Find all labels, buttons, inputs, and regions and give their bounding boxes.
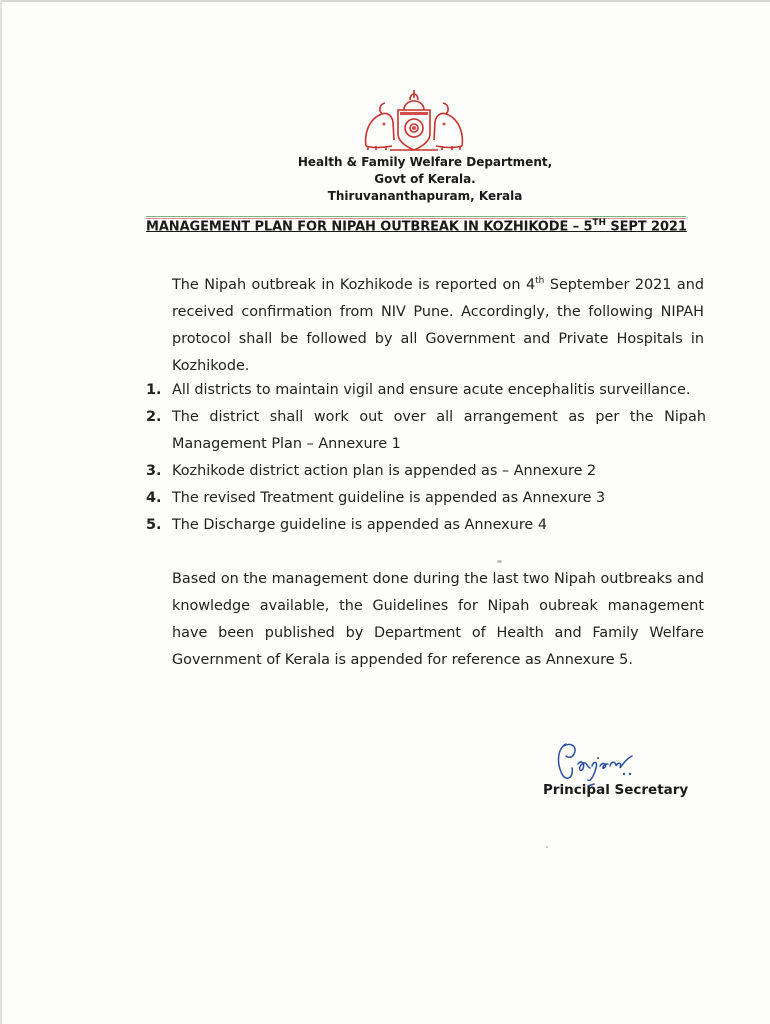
list-text: All districts to maintain vigil and ensure acute encephalitis surveillance. <box>172 382 691 398</box>
department-name: Health & Family Welfare Department, <box>297 155 553 169</box>
intro-before: The Nipah outbreak in Kozhikode is reported on 4 <box>172 276 536 293</box>
list-number: 3. <box>146 463 162 479</box>
list-item <box>146 485 706 512</box>
intro-after: September 2021 and received confirmation from NIV Pune. Accordingly, the following NIPAH protocol shall be followed by all Government and Private Hospitals in Kozhikode. <box>172 276 704 374</box>
scan-edge-left <box>0 0 2 1024</box>
title-tail: SEPT 2021 <box>605 219 687 235</box>
list-item <box>146 404 706 458</box>
list-item <box>146 512 706 539</box>
list-text: Kozhikode district action plan is appended as – Annexure 2 <box>172 463 597 479</box>
closing-paragraph: Based on the management done during the last two Nipah outbreaks and knowledge available, the Guidelines for Nipah oubreak management have been published by Department of Health and Family Welfare Government of Kerala is appended for reference as Annexure 5. <box>172 571 704 668</box>
list-text: The Discharge guideline is appended as Annexure 4 <box>172 517 548 533</box>
signatory-title: Principal Secretary <box>543 782 689 798</box>
title-main: MANAGEMENT PLAN FOR NIPAH OUTBREAK IN KOZHIKODE – 5 <box>146 219 593 235</box>
list-number: 2. <box>146 409 162 425</box>
protocol-list <box>146 377 706 539</box>
header-divider <box>146 216 686 217</box>
intro-suffix: th <box>535 276 545 286</box>
list-number: 1. <box>146 382 162 398</box>
scan-edge-top <box>0 0 770 2</box>
kerala-state-emblem-icon <box>360 88 468 154</box>
government-name: Govt of Kerala. <box>374 172 476 186</box>
office-location: Thiruvananthapuram, Kerala <box>327 189 523 203</box>
list-text: The revised Treatment guideline is appended as Annexure 3 <box>172 490 606 506</box>
letterhead <box>220 154 630 205</box>
list-item <box>146 458 706 485</box>
document-title <box>146 218 706 234</box>
list-number: 5. <box>146 517 162 533</box>
list-number: 4. <box>146 490 162 506</box>
scan-speck <box>546 846 548 848</box>
list-text: The district shall work out over all arrangement as per the Nipah Management Plan – Annexure 1 <box>172 409 706 452</box>
scan-speck <box>497 560 502 563</box>
intro-paragraph <box>172 268 704 380</box>
list-item <box>146 377 706 404</box>
title-date-suffix: TH <box>592 218 606 228</box>
